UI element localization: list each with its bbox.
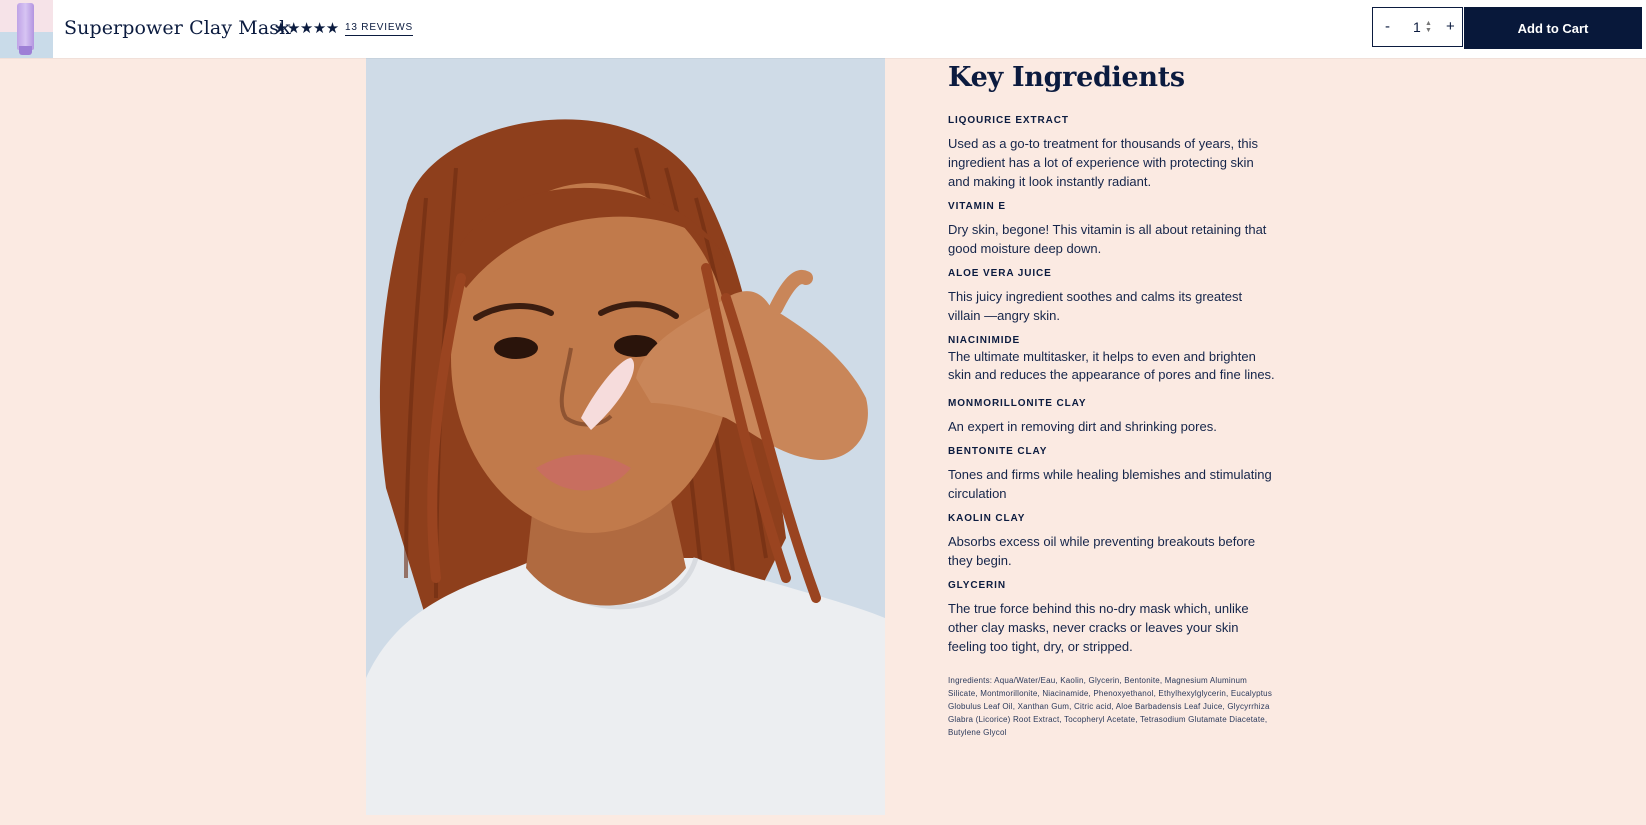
ingredient-description: Absorbs excess oil while preventing breakouts before they begin. [948,534,1256,568]
ingredient-description: An expert in removing dirt and shrinking pores. [948,419,1217,434]
key-ingredients-section [948,62,1278,739]
ingredient-item [948,268,1278,325]
ingredient-item [948,446,1278,503]
quantity-decrease-button[interactable]: - [1385,18,1390,35]
ingredient-item [948,580,1278,656]
sticky-product-header [0,0,1646,58]
ingredient-name: VITAMIN E [948,201,1006,212]
quantity-increase-button[interactable]: + [1446,18,1455,35]
full-ingredients-list: Ingredients: Aqua/Water/Eau, Kaolin, Glycerin, Bentonite, Magnesium Aluminum Silicate, Montmorillonite, Niacinamide, Phenoxyethanol, Ethylhexylglycerin, Eucalyptus Globulus Leaf Oil, Xanthan Gum, Citric acid, Aloe Barbadensis Leaf Juice, Glycyrrhiza Glabra (Licorice) Root Extract, Tocopheryl Acetate, Tetrasodium Glutamate Diacetate, Butylene Glycol [948,676,1273,737]
quantity-input[interactable]: 1 [1413,19,1421,35]
ingredient-description: Dry skin, begone! This vitamin is all about retaining that good moisture deep down. [948,222,1267,256]
ingredient-description: The true force behind this no-dry mask which, unlike other clay masks, never cracks or leaves your skin feeling too tight, dry, or stripped. [948,601,1249,654]
ingredient-name: MONMORILLONITE CLAY [948,398,1087,409]
ingredient-name: BENTONITE CLAY [948,446,1048,457]
ingredient-description: Used as a go-to treatment for thousands of years, this ingredient has a lot of experience with protecting skin and making it look instantly radiant. [948,136,1258,189]
ingredient-name: GLYCERIN [948,580,1006,591]
reviews-link[interactable]: 13 REVIEWS [345,22,413,36]
ingredient-item [948,115,1278,191]
ingredient-name: LIQOURICE EXTRACT [948,115,1069,126]
section-heading: Key Ingredients [948,62,1185,93]
ingredient-item [948,513,1278,570]
ingredient-description: Tones and firms while healing blemishes and stimulating circulation [948,467,1272,501]
model-photo-illustration [366,58,885,815]
ingredient-item [948,398,1278,436]
ingredient-name: KAOLIN CLAY [948,513,1026,524]
ingredient-description: The ultimate multitasker, it helps to even and brighten skin and reduces the appearance of pores and fine lines. [948,349,1275,382]
rating-stars-icon[interactable]: ★★★★★ [274,20,339,37]
ingredient-item [948,201,1278,258]
ingredient-description: This juicy ingredient soothes and calms its greatest villain —angry skin. [948,289,1243,323]
spinner-arrows-icon[interactable]: ▲ ▼ [1425,20,1432,34]
model-applying-mask-photo [366,58,885,815]
ingredient-name: ALOE VERA JUICE [948,268,1052,279]
ingredient-name: NIACINIMIDE [948,335,1021,346]
product-title: Superpower Clay Mask [64,17,291,39]
product-tube-image [17,3,34,50]
ingredient-item [948,335,1278,384]
add-to-cart-button[interactable]: Add to Cart [1464,7,1642,49]
product-thumbnail[interactable] [0,0,53,58]
product-tube-cap [19,46,32,55]
quantity-stepper [1372,7,1463,47]
